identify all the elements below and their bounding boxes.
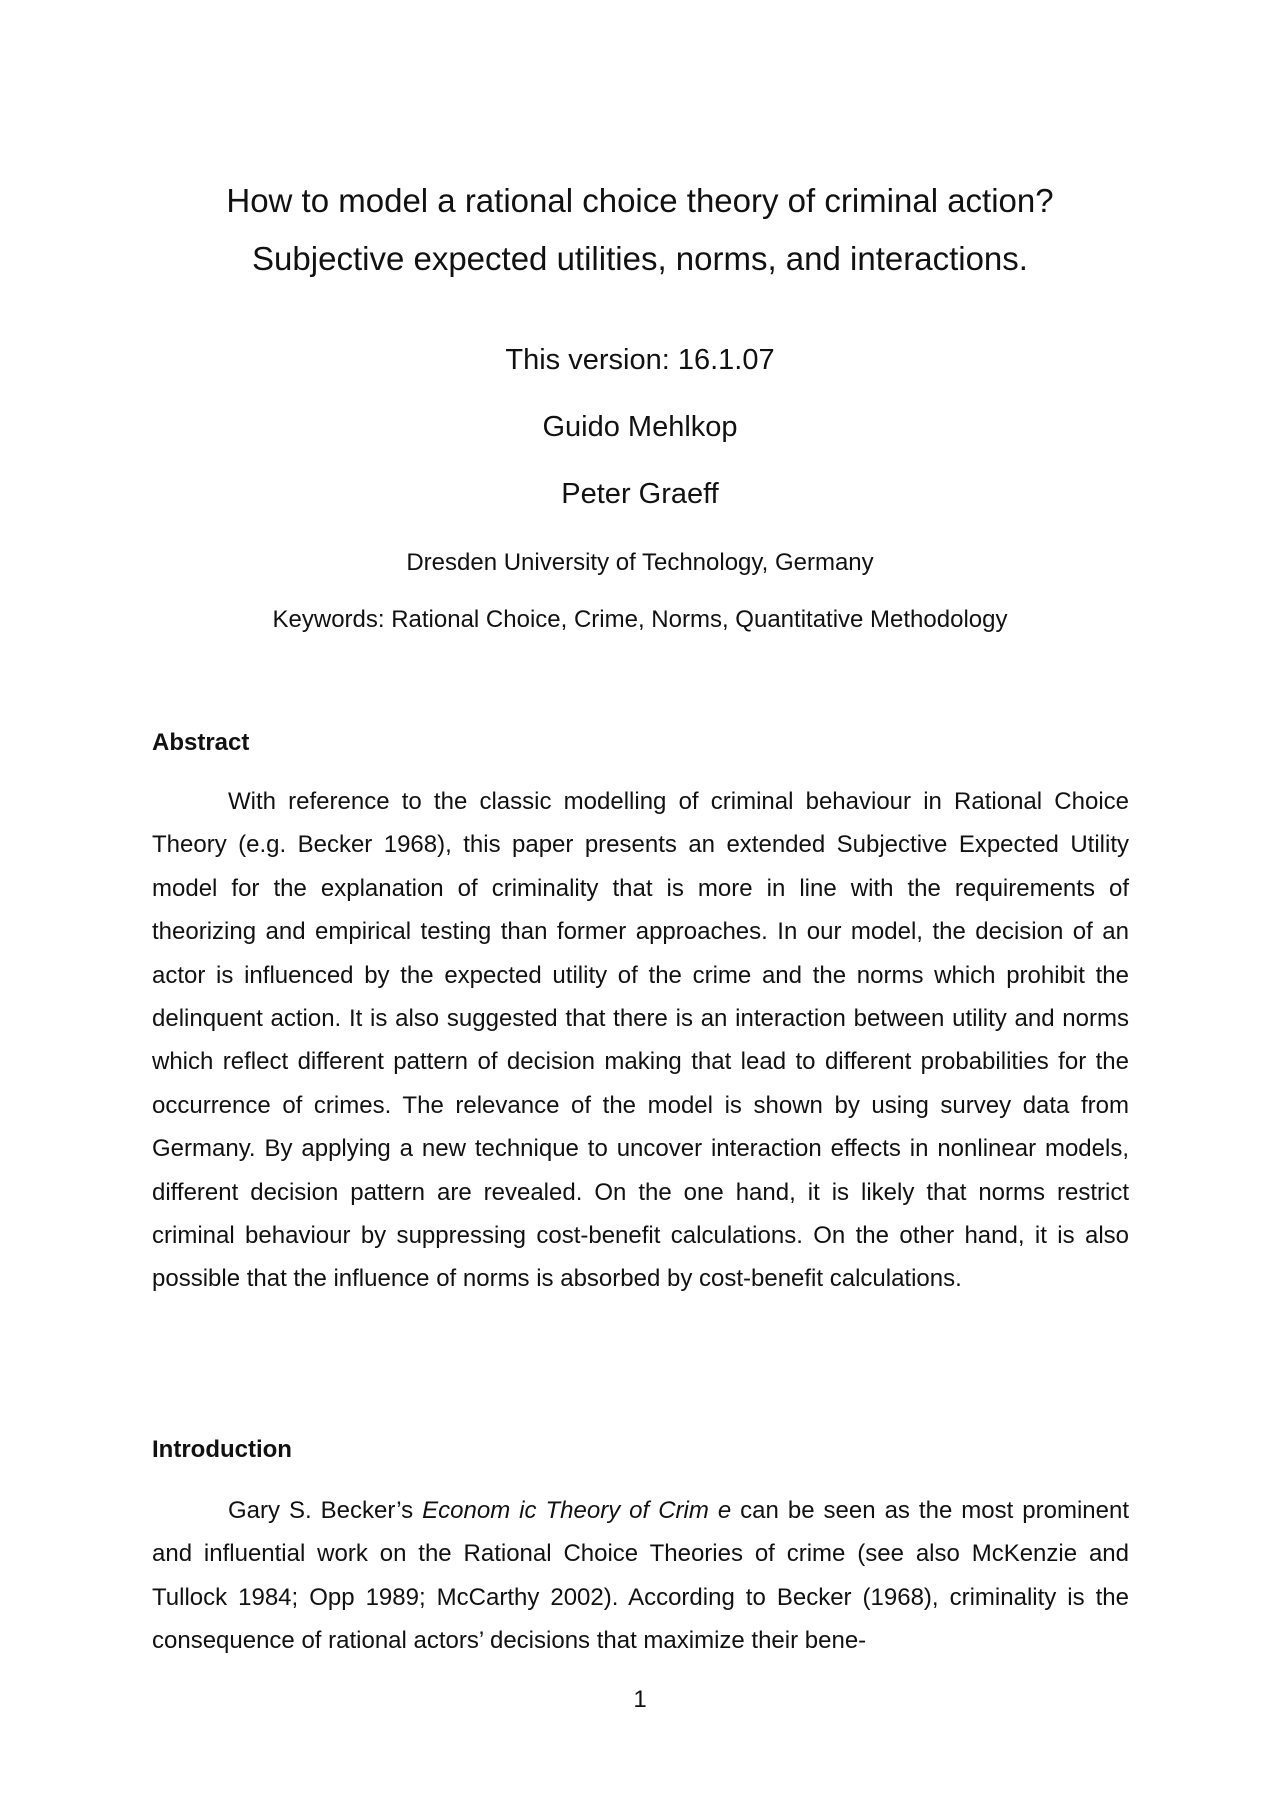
intro-text-rest: can be seen as the most prominent and influential work on the Rational Choice Theories of crime (see also McKenzie and Tullock 1984; Opp 1989; McCarthy 2002). According to Becker (1968), criminality is the consequence of rational actors’ decisions that maximize their bene- (152, 1497, 1129, 1655)
keywords: Keywords: Rational Choice, Crime, Norms, Quantitative Methodology (272, 606, 1008, 633)
introduction-paragraph (152, 1489, 1129, 1663)
abstract-paragraph: With reference to the classic modelling of criminal behaviour in Rational Choice Theory (e.g. Becker 1968), this paper presents an extended Subjective Expected Utility model for the explanation of criminality that is more in line with the requirements of theorizing and empirical testing than former approaches. In our model, the decision of an actor is influenced by the expected utility of the crime and the norms which prohibit the delinquent action. It is also suggested that there is an interaction between utility and norms which reflect different pattern of decision making that lead to different probabilities for the occurrence of crimes. The relevance of the model is shown by using survey data from Germany. By applying a new technique to uncover interaction effects in nonlinear models, different decision pattern are revealed. On the one hand, it is likely that norms restrict criminal behaviour by suppressing cost-benefit calculations. On the other hand, it is also possible that the influence of norms is absorbed by cost-benefit calculations. (152, 788, 1129, 1293)
book-title: Econom ic Theory of Crim e (422, 1497, 732, 1524)
title-line-1: How to model a rational choice theory of criminal action? (226, 182, 1054, 219)
title-line-2: Subjective expected utilities, norms, and interactions. (252, 240, 1028, 277)
author-name: Peter Graeff (561, 478, 719, 510)
intro-text-start: Gary S. Becker’s (228, 1497, 423, 1524)
version-line: This version: 16.1.07 (505, 344, 775, 376)
paper-title (0, 172, 1280, 288)
page-number: 1 (633, 1686, 647, 1713)
affiliation: Dresden University of Technology, Germany (406, 549, 874, 576)
author-name: Guido Mehlkop (542, 411, 738, 443)
abstract-heading: Abstract (152, 729, 250, 756)
introduction-heading: Introduction (152, 1436, 292, 1463)
